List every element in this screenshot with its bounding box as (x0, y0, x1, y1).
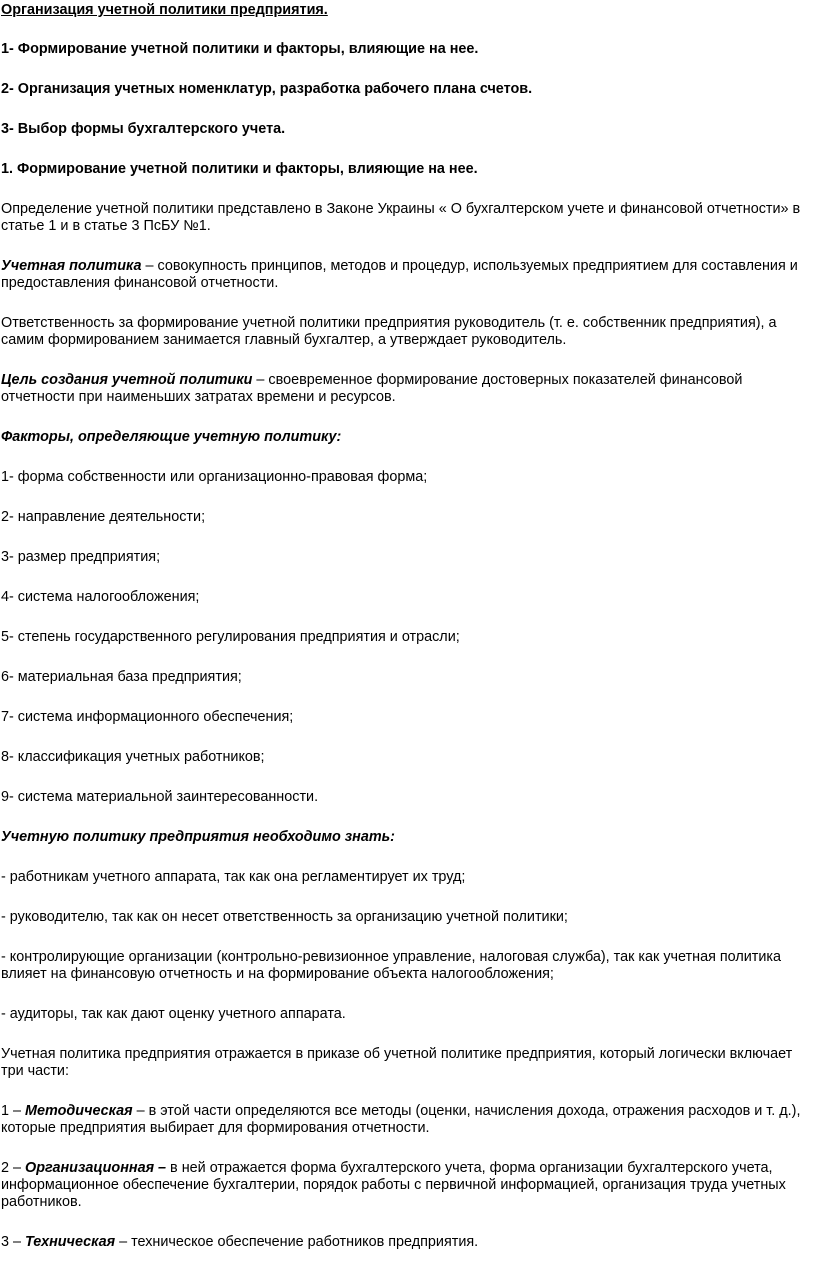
order-paragraph: Учетная политика предприятия отражается в приказе об учетной политике предприятия, который логически включает три части: (1, 1046, 793, 1079)
toc-item-1: 1- Формирование учетной политики и факторы, влияющие на нее. (1, 41, 479, 57)
goal-text: – своевременное формирование достоверных показателей финансовой отчетности при наименьших затратах времени и ресурсов. (1, 372, 743, 405)
factor-item-3: 3- размер предприятия; (1, 549, 161, 565)
part-3-prefix: 3 – (1, 1234, 26, 1250)
factor-item-4: 4- система налогообложения; (1, 589, 200, 605)
responsibility-paragraph: Ответственность за формирование учетной политики предприятия руководитель (т. е. собственник предприятия), а самим формированием занимается главный бухгалтер, а утверждает руководитель. (1, 315, 777, 348)
part-1-text: – в этой части определяются все методы (оценки, начисления дохода, отражения расходов и т. д.), которые предприятия выбирает для формирования отчетности. (1, 1103, 801, 1136)
part-2-prefix: 2 – (1, 1160, 26, 1176)
factor-item-5: 5- степень государственного регулирования предприятия и отрасли; (1, 629, 460, 645)
part-1-prefix: 1 – (1, 1103, 26, 1119)
know-item-1: - работникам учетного аппарата, так как она регламентирует их труд; (1, 869, 466, 885)
toc-item-2: 2- Организация учетных номенклатур, разработка рабочего плана счетов. (1, 81, 533, 97)
know-item-4: - аудиторы, так как дают оценку учетного аппарата. (1, 1006, 346, 1022)
section-heading: 1. Формирование учетной политики и факторы, влияющие на нее. (1, 161, 478, 177)
part-1-term: Методическая (25, 1103, 133, 1119)
factor-item-9: 9- система материальной заинтересованности. (1, 789, 319, 805)
factors-heading: Факторы, определяющие учетную политику: (1, 429, 342, 445)
know-item-2: - руководителю, так как он несет ответственность за организацию учетной политики; (1, 909, 568, 925)
part-2-text: в ней отражается форма бухгалтерского учета, форма организации бухгалтерского учета, информационное обеспечение бухгалтерии, порядок работы с первичной информацией, организация труда учетных работников. (1, 1160, 786, 1210)
know-heading: Учетную политику предприятия необходимо знать: (1, 829, 395, 845)
goal-term: Цель создания учетной политики (1, 372, 253, 388)
factor-item-6: 6- материальная база предприятия; (1, 669, 242, 685)
know-item-3: - контролирующие организации (контрольно-ревизионное управление, налоговая служба), так как учетная политика влияет на финансовую отчетность и на формирование объекта налогообложения; (1, 949, 782, 982)
factor-item-2: 2- направление деятельности; (1, 509, 206, 525)
document-title: Организация учетной политики предприятия. (1, 2, 328, 18)
definition-paragraph: Определение учетной политики представлено в Законе Украины « О бухгалтерском учете и финансовой отчетности» в статье 1 и в статье 3 ПсБУ №1. (1, 201, 801, 234)
goal-paragraph (1, 372, 813, 406)
part-2-paragraph (1, 1160, 813, 1211)
policy-term: Учетная политика (1, 258, 142, 274)
toc-item-3: 3- Выбор формы бухгалтерского учета. (1, 121, 286, 137)
part-3-term: Техническая (25, 1234, 116, 1250)
part-3-paragraph (1, 1234, 813, 1251)
part-2-term: Организационная – (25, 1160, 167, 1176)
policy-definition-paragraph (1, 258, 813, 292)
part-3-text: – техническое обеспечение работников предприятия. (115, 1234, 479, 1250)
factor-item-1: 1- форма собственности или организационно-правовая форма; (1, 469, 428, 485)
factor-item-8: 8- классификация учетных работников; (1, 749, 265, 765)
factor-item-7: 7- система информационного обеспечения; (1, 709, 294, 725)
policy-text: – совокупность принципов, методов и процедур, используемых предприятием для составления и предоставления финансовой отчетности. (1, 258, 798, 291)
part-1-paragraph (1, 1103, 813, 1137)
